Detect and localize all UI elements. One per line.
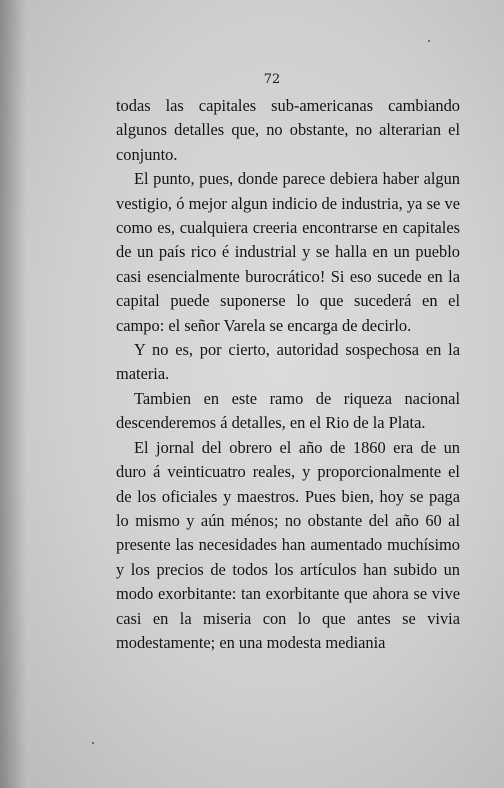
page-number: 72 bbox=[263, 72, 281, 87]
paper-speck bbox=[92, 742, 94, 744]
body-text bbox=[116, 94, 460, 655]
paragraph: Tambien en este ramo de riqueza nacional descenderemos á detalles, en el Rio de la Plata. bbox=[116, 388, 460, 433]
page-edge-shadow bbox=[0, 0, 26, 788]
paragraph: todas las capitales sub-americanas cambiando algunos detalles que, no obstante, no alterarian el conjunto. bbox=[116, 96, 460, 164]
paper-speck bbox=[428, 40, 430, 42]
paragraph: Y no es, por cierto, autoridad sospechosa en la materia. bbox=[116, 340, 460, 384]
paragraph: El punto, pues, donde parece debiera haber algun vestigio, ó mejor algun indicio de industria, ya se ve como es, cualquiera creeria encontrarse en capitales de un país rico é industrial y se halla en un pueblo casi esencialmente burocrático! Si eso sucede en la capital puede suponerse lo que sucederá en el campo: el señor Varela se encarga de decirlo. bbox=[116, 169, 460, 335]
paragraph: El jornal del obrero el año de 1860 era de un duro á veinticuatro reales, y proporcionalmente el de los oficiales y maestros. Pues bien, hoy se paga lo mismo y aún ménos; no obstante del año 60 al presente las necesidades han aumentado muchísimo y los precios de todos los artículos han subido un modo exorbitante: tan exorbitante que ahora se vive casi en la miseria con lo que antes se vivia modestamente; en una modesta mediania bbox=[116, 437, 460, 652]
